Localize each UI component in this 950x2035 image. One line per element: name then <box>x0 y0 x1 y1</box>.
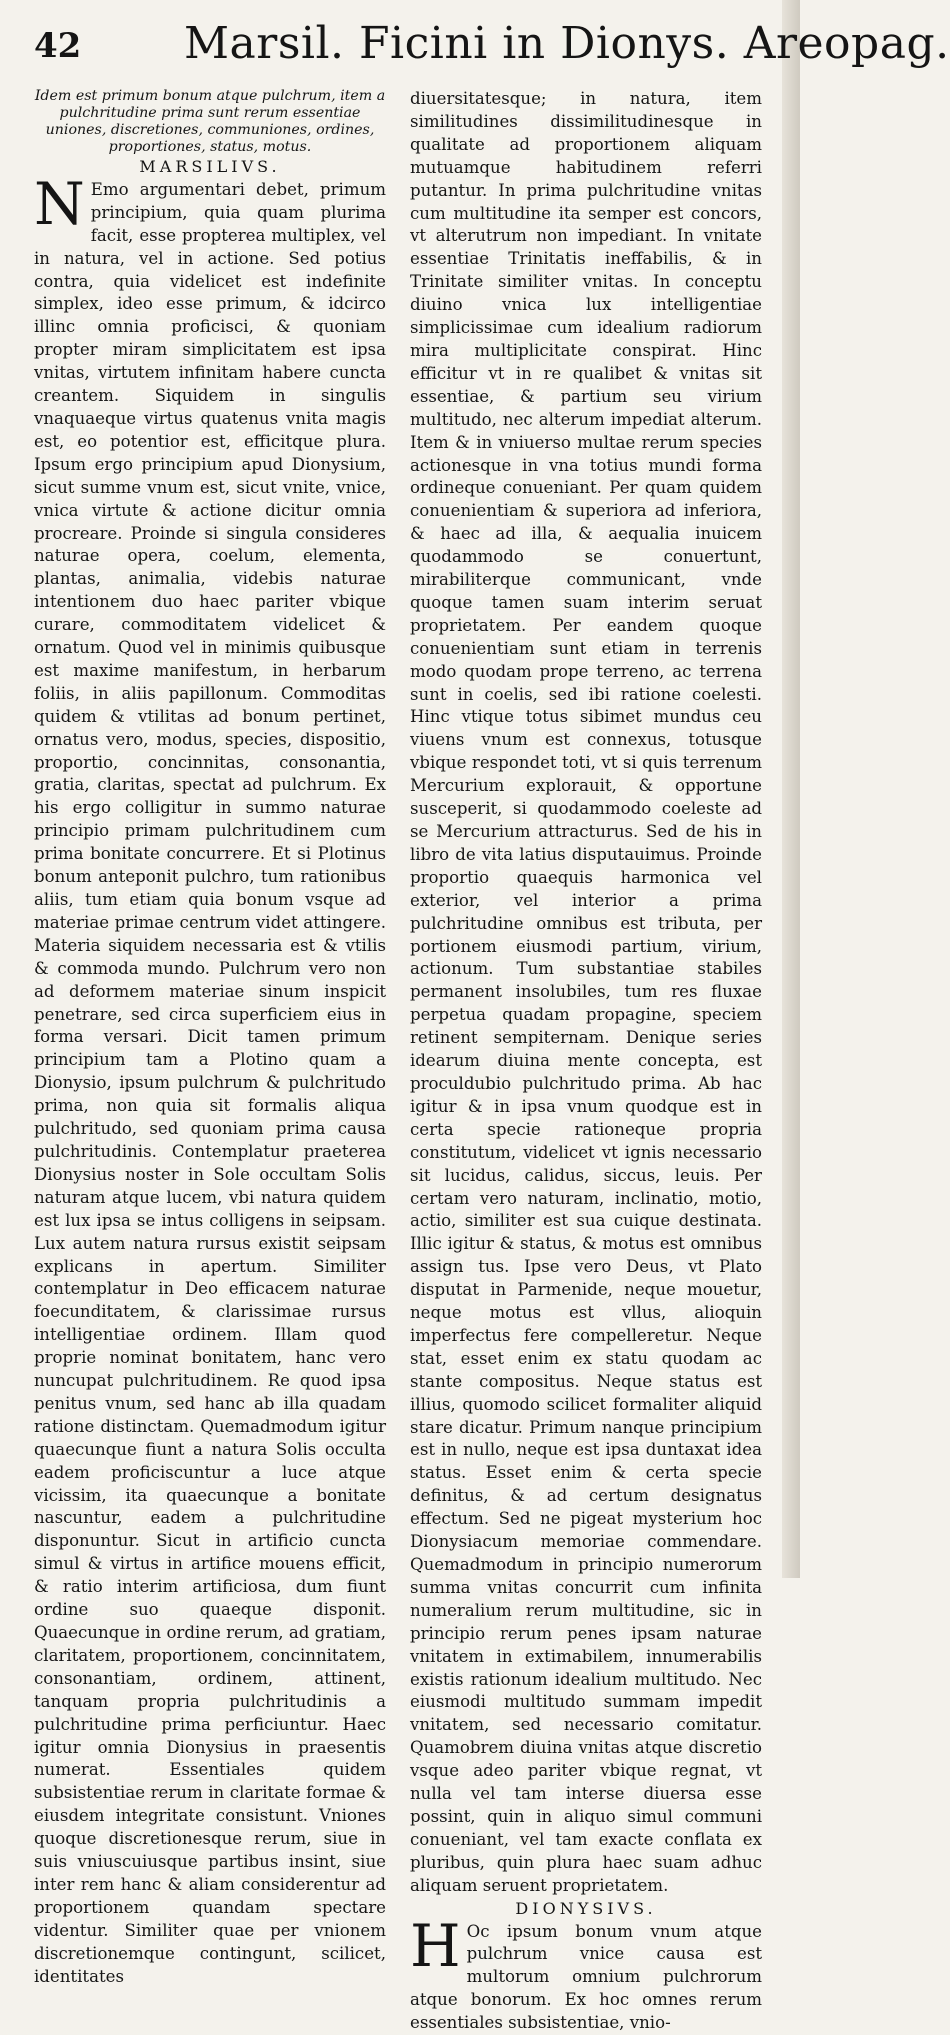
page-header <box>34 18 774 78</box>
right-body-text: diuersitatesque; in natura, item similitudines dissimilitudinesque in qualitate ad proportionem aliquam mutuamque habitudinem referri putantur. In prima pulchritudine vnitas cum multitudine ita semper est concors, vt alterutrum non impediant. In vnitate essentiae Trinitatis ineffabilis, & in Trinitate similiter vnitas. In conceptu diuino vnica lux intelligentiae simplicissimae cum idealium radiorum mira multiplicitate conspirat. Hinc efficitur vt in re qualibet & vnitas sit essentiae, & partium seu virium multitudo, nec alterum impediat alterum. Item & in vniuerso multae rerum species actionesque in vna totius mundi forma ordineque conueniant. Per quam quidem conuenientiam & superiora ad inferiora, & haec ad illa, & aequalia inuicem quodammodo se conuertunt, mirabiliterque communicant, vnde quoque tamen suam interim seruat proprietatem. Per eandem quoque conuenientiam sunt etiam in terrenis modo quodam prope terreno, ac terrena sunt in coelis, sed ibi ratione coelesti. Hinc vtique totus sibimet mundus ceu viuens vnum est connexus, totusque vbique respondet toti, vt si quis terrenum Mercurium explorauit, & opportune susceperit, si quodammodo coeleste ad se Mercurium attracturus. Sed de his in libro de vita latius disputauimus. Proinde proportio quaequis harmonica vel exterior, vel interior a prima pulchritudine omnibus est tributa, per portionem eiusmodi partium, virium, actionum. Tum substantiae stabiles permanent insolubiles, tum res fluxae perpetua quadam propagine, speciem retinent sempiternam. Denique series idearum diuina mente concepta, est proculdubio pulchritudo prima. Ab hac igitur & in ipsa vnum quodque est in certa specie rationeque propria constitutum, videlicet vt ignis necessario sit lucidus, calidus, siccus, leuis. Per certam vero naturam, inclinatio, motio, actio, similiter est sua cuique destinata. Illic igitur & status, & motus est omnibus assign tus. Ipse vero Deus, vt Plato disputat in Parmenide, neque mouetur, neque motus est vllus, alioquin imperfectus fere compelleretur. Neque stat, esset enim ex statu quodam ac stante compositus. Neque status est illius, quomodo scilicet formaliter aliquid stare dicatur. Primum nanque principium est in nullo, neque est ipsa duntaxat idea status. Esset enim & certa specie definitus, & ad certum designatus effectum. Sed ne pigeat mysterium hoc Dionysiacum memoriae commendare. Quemadmodum in principio numerorum summa vnitas concurrit cum infinita numeralium rerum multitudine, sic in principio rerum penes ipsam naturae vnitatem in extimabilem, innumerabilis existis rationum idealium multitudo. Nec eiusmodi multitudo summam impedit vnitatem, sed necessario comitatur. Quamobrem diuina vnitas atque discretio vsque adeo pariter vbique regnat, vt nulla vel tam interse diuersa esse possint, quin in aliquo simul communi conueniant, vel tam exacte conflata ex pluribus, quin plura haec suam adhuc aliquam seruent proprietatem. <box>410 88 762 1898</box>
left-body-text <box>34 179 386 1989</box>
left-paragraph: Emo argumentari debet, primum principium, quia quam plurima facit, esse propterea multiplex, vel in natura, vel in actione. Sed potius contra, quia videlicet est indefinite simplex, ideo esse primum, & idcirco illinc omnia proficisci, & quoniam propter miram simplicitatem est ipsa vnitas, virtutem infinitam habere cuncta creantem. Siquidem in singulis vnaquaeque virtus quatenus vnita magis est, eo potentior est, efficitque plura. Ipsum ergo principium apud Dionysium, sicut summe vnum est, sicut vnite, vnice, vnica virtute & actione dicitur omnia procreare. Proinde si singula consideres naturae opera, coelum, elementa, plantas, animalia, videbis naturae intentionem duo haec pariter vbique curare, commoditatem videlicet & ornatum. Quod vel in minimis quibusque est maxime manifestum, in herbarum foliis, in aliis papillonum. Commoditas quidem & vtilitas ad bonum pertinet, ornatus vero, modus, species, dispositio, proportio, concinnitas, consonantia, gratia, claritas, spectat ad pulchrum. Ex his ergo colligitur in summo naturae principio primam pulchritudinem cum prima bonitate concurrere. Et si Plotinus bonum anteponit pulchro, tum rationibus aliis, tum etiam quia bonum vsque ad materiae primae centrum videt attingere. Materia siquidem necessaria est & vtilis & commoda mundo. Pulchrum vero non ad deformem materiae sinum inspicit penetrare, sed circa superficiem eius in forma versari. Dicit tamen primum principium tam a Plotino quam a Dionysio, ipsum pulchrum & pulchritudo prima, non quia sit formalis aliqua pulchritudo, sed quoniam prima causa pulchritudinis. Contemplatur praeterea Dionysius noster in Sole occultam Solis naturam atque lucem, vbi natura quidem est lux ipsa se intus colligens in seipsam. Lux autem natura rursus existit seipsam explicans in apertum. Similiter contemplatur in Deo efficacem naturae foecunditatem, & clarissimae rursus intelligentiae ordinem. Illam quod proprie nominat bonitatem, hanc vero nuncupat pulchritudinem. Re quod ipsa penitus vnum, sed hanc ab illa quadam ratione distinctam. Quemadmodum igitur quaecunque fiunt a natura Solis occulta eadem proficiscuntur a luce atque vicissim, ita quaecunque a bonitate nascuntur, eadem a pulchritudine disponuntur. Sicut in artificio cuncta simul & virtus in artifice mouens efficit, & ratio interim artificiosa, dum fiunt ordine suo quaeque disponit. Quaecunque in ordine rerum, ad gratiam, claritatem, proportionem, concinnitatem, consonantiam, ordinem, attinent, tanquam propria pulchritudinis a pulchritudine prima perficiuntur. Haec igitur omnia Dionysius in praesentis numerat. Essentiales quidem subsistentiae rerum in claritate formae & eiusdem integritate consistunt. Vniones quoque discretionesque rerum, siue in suis vniuscuiusque partibus insint, siue inter rem hanc & aliam considerentur ad proportionem quandam spectare videntur. Similiter quae per vnionem discretionemque contingunt, scilicet, identitates <box>34 180 386 1986</box>
speaker-heading-marsilius: MARSILIVS. <box>34 156 386 179</box>
page-edge <box>782 0 800 1578</box>
drop-cap-h: H <box>410 1924 461 1968</box>
right-column <box>410 88 762 2035</box>
closing-text <box>410 1921 762 2035</box>
speaker-heading-dionysius: DIONYSIVS. <box>410 1898 762 1921</box>
chapter-rubric: Idem est primum bonum atque pulchrum, item a pulchritudine prima sunt rerum essentiae uniones, discretiones, communiones, ordines, proportiones, status, motus. <box>34 88 386 156</box>
page-number: 42 <box>34 26 81 66</box>
drop-cap-n: N <box>34 182 85 226</box>
closing-paragraph: Oc ipsum bonum vnum atque pulchrum vnice causa est multorum omnium pulchrorum atque bonorum. Ex hoc omnes rerum essentiales subsistentiae, vnio- <box>410 1922 762 2033</box>
running-title: Marsil. Ficini in Dionys. Areopag. <box>184 18 950 69</box>
left-column <box>34 88 386 1989</box>
